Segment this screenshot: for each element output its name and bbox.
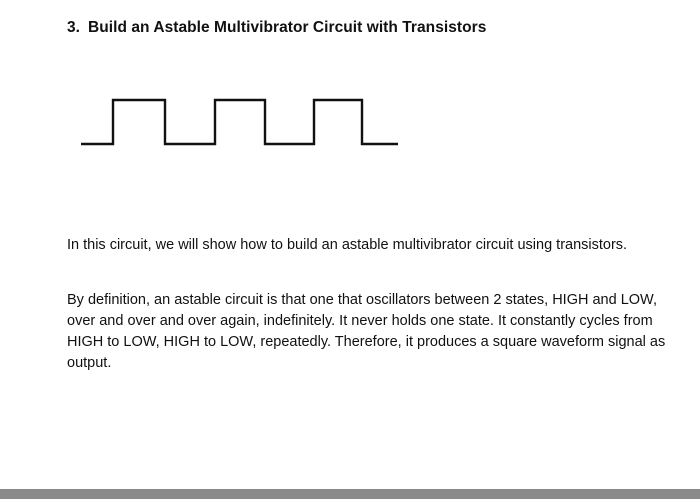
- intro-paragraph: In this circuit, we will show how to build an astable multivibrator circuit using transistors.: [67, 237, 628, 253]
- section-heading: [67, 19, 486, 37]
- definition-paragraph: By definition, an astable circuit is that one that oscillators between 2 states, HIGH and LOW, over and over and over again, indefinitely. It never holds one state. It constantly cycles from HIGH to LOW, HIGH to LOW, repeatedly. Therefore, it produces a square waveform signal as output.: [67, 292, 666, 371]
- footer-bar: [0, 489, 700, 499]
- square-wave-path: [81, 100, 398, 144]
- section-number: 3.: [67, 19, 81, 36]
- section-title: Build an Astable Multivibrator Circuit with Transistors: [88, 19, 487, 36]
- square-wave-icon: [78, 90, 403, 152]
